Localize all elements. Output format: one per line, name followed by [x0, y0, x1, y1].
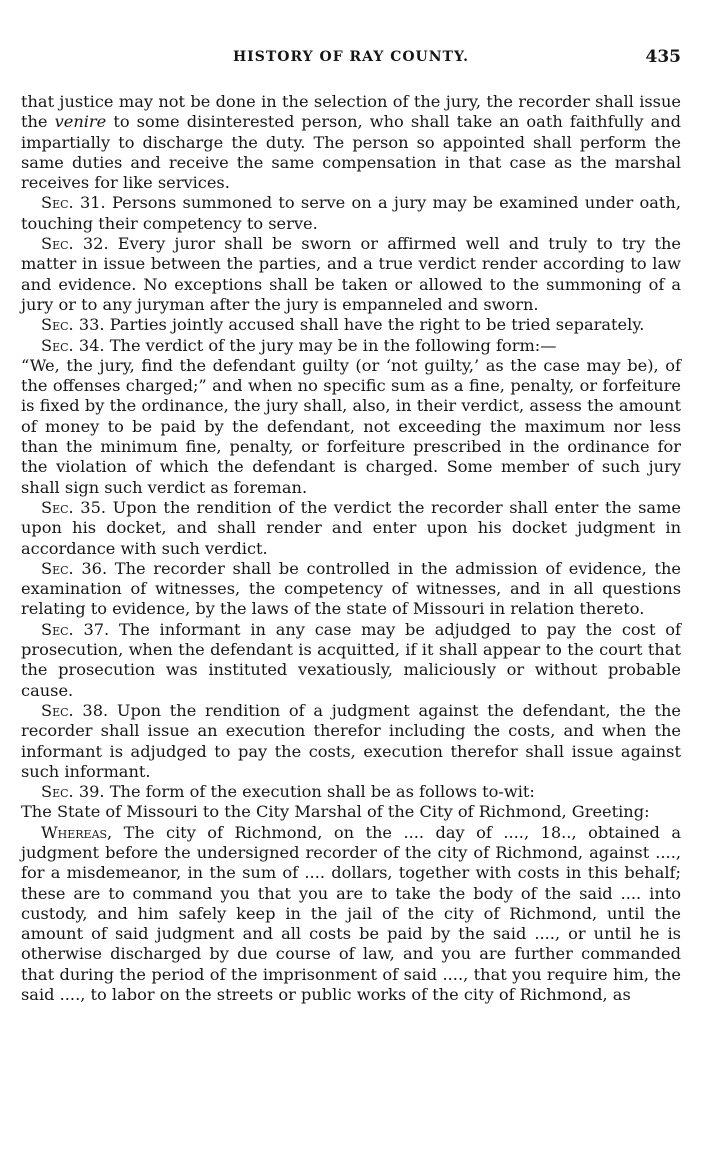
section-label: Sec. 33.: [41, 315, 105, 335]
body-text: [21, 92, 681, 1005]
section-label: Sec. 35.: [41, 497, 107, 517]
section-text: Parties jointly accused shall have the right to be tried separately.: [104, 315, 645, 335]
page-number: 435: [645, 47, 681, 67]
section-39: [21, 782, 681, 802]
paragraph-text: that justice may not be done in the selection of the jury, the recorder shall issue the: [21, 92, 681, 132]
section-text: Upon the rendition of the verdict the recorder shall enter the same upon his docket, and shall render and enter upon his docket judgment in accordance with such verdict.: [21, 497, 681, 558]
paragraph-continuation: [21, 92, 681, 193]
section-text: The verdict of the jury may be in the following form:—: [104, 335, 557, 355]
italic-term: venire: [54, 112, 107, 132]
section-text: Persons summoned to serve on a jury may be examined under oath, touching their competency to serve.: [21, 193, 682, 233]
section-text: Upon the rendition of a judgment against the defendant, the the recorder shall issue an execution therefor including the costs, and when the informant is adjudged to pay the costs, execution therefor shall issue against such informant.: [21, 700, 681, 781]
paragraph-text: to some disinterested person, who shall take an oath faithfully and impartially to discharge the duty. The person so appointed shall perform the same duties and receive the same compensation in that case as the marshal receives for like services.: [21, 112, 682, 193]
section-36: [21, 559, 681, 620]
section-label: Sec. 36.: [41, 558, 108, 578]
writ-address: [21, 802, 681, 822]
whereas-label: Whereas,: [41, 822, 113, 842]
section-label: Sec. 31.: [41, 193, 106, 213]
section-38: [21, 701, 681, 782]
section-33: [21, 315, 681, 335]
section-text: The informant in any case may be adjudged to pay the cost of prosecution, when the defendant is acquitted, if it shall appear to the court that the prosecution was instituted vexatiously, maliciously or without probable cause.: [21, 619, 681, 700]
section-label: Sec. 37.: [41, 619, 110, 639]
writ-body: [21, 823, 681, 1006]
section-label: Sec. 38.: [41, 700, 109, 720]
section-label: Sec. 32.: [41, 234, 109, 254]
running-head: [21, 47, 681, 71]
verdict-form: [21, 356, 681, 498]
section-text: The form of the execution shall be as follows to-wit:: [104, 782, 535, 802]
section-31: [21, 193, 681, 234]
section-35: [21, 498, 681, 559]
verdict-text: “We, the jury, find the defendant guilty (or ‘not guilty,’ as the case may be), of the offenses charged;” and when no specific sum as a fine, penalty, or forfeiture is fixed by the ordinance, the jury shall, also, in their verdict, assess the amount of money to be paid by the defendant, not exceeding the maximum nor less than the minimum fine, penalty, or forfeiture prescribed in the ordinance for the violation of which the defendant is charged. Some member of such jury shall sign such verdict as foreman.: [21, 355, 681, 497]
writ-body-text: The city of Richmond, on the .... day of ...., 18.., obtained a judgment before the undersigned recorder of the city of Richmond, against ...., for a misdemeanor, in the sum of .... dollars, together with costs in this behalf; these are to command you that you are to take the body of the said .... into custody, and him safely keep in the jail of the city of Richmond, until the amount of said judgment and all costs be paid by the said ...., or until he is otherwise discharged by due course of law, and you are further commanded that during the period of the imprisonment of said ...., that you require him, the said ...., to labor on the streets or public works of the city of Richmond, as: [21, 822, 681, 1005]
section-text: The recorder shall be controlled in the admission of evidence, the examination of witnesses, the competency of witnesses, and in all questions relating to evidence, by the laws of the state of Missouri in relation thereto.: [21, 558, 681, 619]
section-label: Sec. 34.: [41, 335, 105, 355]
section-34: [21, 336, 681, 356]
section-label: Sec. 39.: [41, 782, 105, 802]
section-32: [21, 234, 681, 315]
section-37: [21, 620, 681, 701]
section-text: Every juror shall be sworn or affirmed well and truly to try the matter in issue between the parties, and a true verdict render according to law and evidence. No exceptions shall be taken or allowed to the summoning of a jury or to any juryman after the jury is empanneled and sworn.: [21, 234, 681, 314]
writ-address-text: The State of Missouri to the City Marshal of the City of Richmond, Greeting:: [21, 802, 650, 822]
running-title: HISTORY OF RAY COUNTY.: [232, 49, 470, 65]
